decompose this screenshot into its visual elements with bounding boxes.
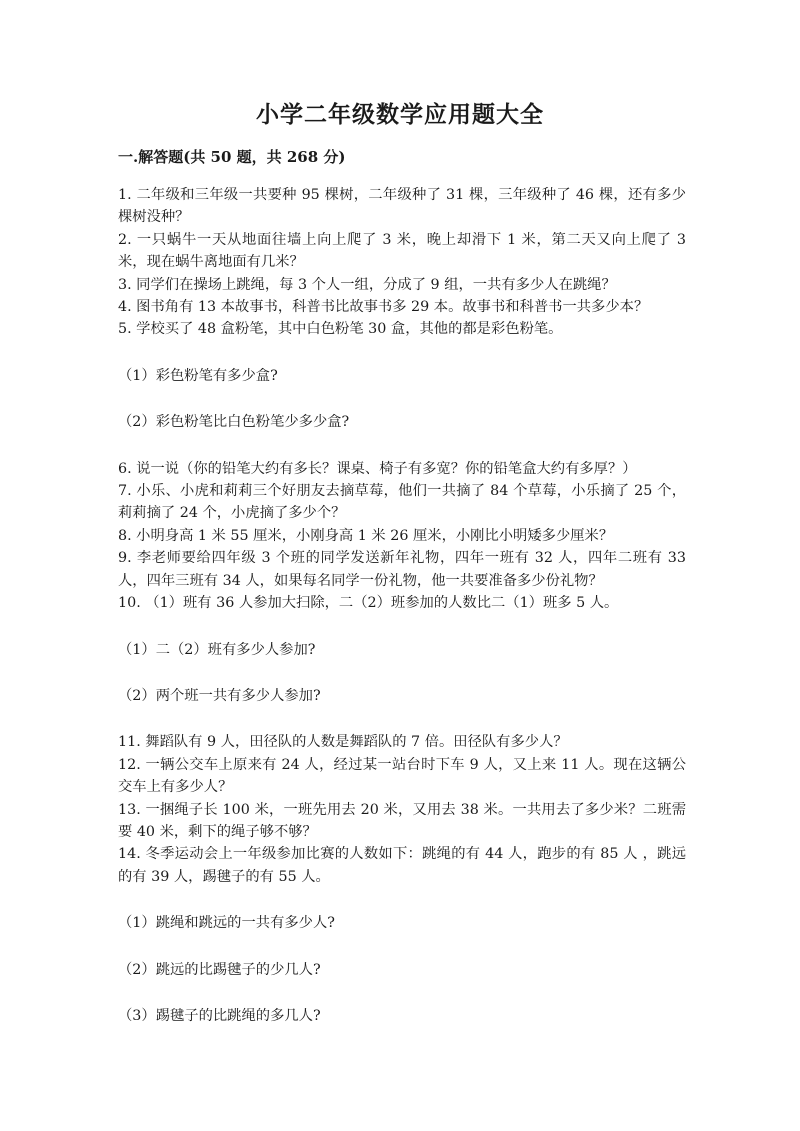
page-title: 小学二年级数学应用题大全 [256,101,544,128]
spacer [118,707,686,731]
question-5-part-2: （2）彩色粉笔比白色粉笔少多少盒? [118,414,350,431]
question-10-part-2: （2）两个班一共有多少人参加? [118,687,321,704]
question-4: 4. 图书角有 13 本故事书，科普书比故事书多 29 本。故事书和科普书一共多少本？ [118,299,649,316]
question-6: 6. 说一说（你的铅笔大约有多长？课桌、椅子有多宽？你的铅笔盒大约有多厚？） [118,460,637,477]
question-10: 10. （1）班有 36 人参加大扫除，二（2）班参加的人数比二（1）班多 5 人。 [118,595,619,612]
question-3: 3. 同学们在操场上跳绳，每 3 个人一组，分成了 9 组，一共有多少人在跳绳？ [118,276,616,293]
spacer [118,888,686,912]
question-5-part-1: （1）彩色粉笔有多少盒? [118,367,278,384]
spacer [118,935,686,959]
spacer [118,615,686,639]
spacer [118,981,686,1005]
question-1: 1. 二年级和三年级一共要种 95 棵树，二年级种了 31 棵，三年级种了 46 棵，还有多少棵树没种？ [118,187,686,226]
question-8: 8. 小明身高 1 米 55 厘米，小刚身高 1 米 26 厘米，小刚比小明矮多少厘米？ [118,527,614,544]
question-14-part-2: （2）跳远的比踢毽子的少几人? [118,961,321,978]
question-10-part-1: （1）二（2）班有多少人参加? [118,641,316,658]
question-12: 12. 一辆公交车上原来有 24 人，经过某一站台时下车 9 人，又上来 11 人。现在这辆公交车上有多少人？ [118,756,686,796]
question-5: 5. 学校买了 48 盒粉笔，其中白色粉笔 30 盒，其他的都是彩色粉笔。 [118,321,563,338]
question-14-part-1: （1）跳绳和跳远的一共有多少人? [118,915,335,932]
question-7: 7. 小乐、小虎和莉莉三个好朋友去摘草莓，他们一共摘了 84 个草莓，小乐摘了 25 个，莉莉摘了 24 个，小虎摘了多少个？ [118,483,686,522]
question-13: 13. 一捆绳子长 100 米，一班先用去 20 米，又用去 38 米。一共用去了多少米？二班需要 40 米，剩下的绳子够不够？ [118,801,686,840]
section-heading: 一.解答题(共 50 题，共 268 分) [118,148,346,166]
question-2: 2. 一只蜗牛一天从地面往墙上向上爬了 3 米，晚上却滑下 1 米，第二天又向上爬了 3 米，现在蜗牛离地面有几米？ [118,231,686,271]
question-14-part-3: （3）踢毽子的比跳绳的多几人? [118,1007,321,1024]
spacer [118,387,686,411]
spacer [118,661,686,685]
question-14: 14. 冬季运动会上一年级参加比赛的人数如下：跳绳的有 44 人，跑步的有 85 人 ，跳远的有 39 人，踢毽子的有 55 人。 [118,846,686,885]
question-list [118,184,686,1027]
question-11: 11. 舞蹈队有 9 人，田径队的人数是舞蹈队的 7 倍。田径队有多少人？ [118,734,568,751]
spacer [118,434,686,458]
question-9: 9. 李老师要给四年级 3 个班的同学发送新年礼物，四年一班有 32 人，四年二班有 33 人，四年三班有 34 人，如果每名同学一份礼物，他一共要准备多少份礼物？ [118,550,686,589]
spacer [118,341,686,365]
